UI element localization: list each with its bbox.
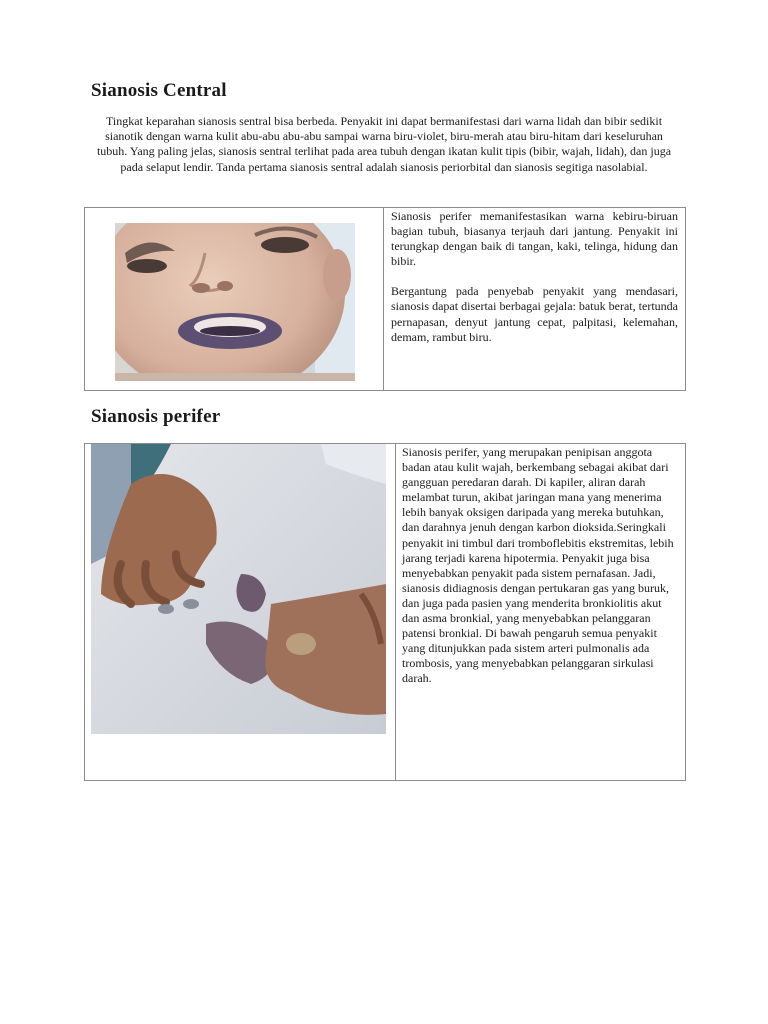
intro-paragraph: Tingkat keparahan sianosis sentral bisa berbeda. Penyakit ini dapat bermanifestasi dari warna lidah dan bibir sedikit sianotik dengan warna kulit abu-abu abu-abu sampai warna biru-violet, biru-merah atau biru-hitam dari keseluruhan tubuh. Yang paling jelas, sianosis sentral terlihat pada area tubuh dengan ikatan kulit tipis (bibir, wajah, lidah), dan juga pada selaput lendir. Tanda pertama sianosis sentral adalah sianosis periorbital dan sianosis segitiga nasolabial. [96, 114, 672, 174]
perifer-text-cell [396, 444, 686, 781]
central-text-cell [384, 208, 686, 391]
central-paragraph-1: Sianosis perifer memanifestasikan warna kebiru-biruan bagian tubuh, biasanya terjauh dari jantung. Penyakit ini terungkap dengan baik di tangan, kaki, telinga, hidung dan bibir. [391, 209, 678, 269]
child-face-cyanotic-lips-photo-icon [115, 223, 355, 381]
heading-sianosis-central: Sianosis Central [91, 80, 227, 101]
perifer-image-cell [85, 444, 396, 781]
central-image-cell [85, 208, 384, 391]
central-paragraph-2: Bergantung pada penyebab penyakit yang mendasari, sianosis dapat disertai berbagai gejala: batuk berat, tertunda pernapasan, denyut jantung cepat, palpitasi, kelemahan, demam, rambut biru. [391, 284, 678, 344]
perifer-table [84, 443, 686, 781]
perifer-paragraph: Sianosis perifer, yang merupakan penipisan anggota badan atau kulit wajah, berkembang sebagai akibat dari gangguan peredaran darah. Di kapiler, aliran darah melambat turun, akibat jaringan mana yang menerima lebih banyak oksigen daripada yang mereka butuhkan, dan darahnya jenuh dengan karbon dioksida.Seringkali penyakit ini timbul dari tromboflebitis ekstremitas, lebih jarang terjadi karena hipotermia. Penyakit juga bisa menyebabkan penyakit pada sistem pernafasan. Jadi, sianosis didiagnosis dengan pertukaran gas yang buruk, dan juga pada pasien yang menderita bronkiolitis akut dan asma bronkial, yang menyebabkan pelanggaran patensi bronkial. Di bawah pengaruh semua penyakit yang ditunjukkan pada sistem arteri pulmonalis ada trombosis, yang menyebabkan pelanggaran sirkulasi darah. [402, 445, 674, 686]
central-table [84, 207, 686, 391]
cyanotic-hands-photo-icon [91, 444, 386, 734]
heading-sianosis-perifer: Sianosis perifer [91, 406, 221, 427]
